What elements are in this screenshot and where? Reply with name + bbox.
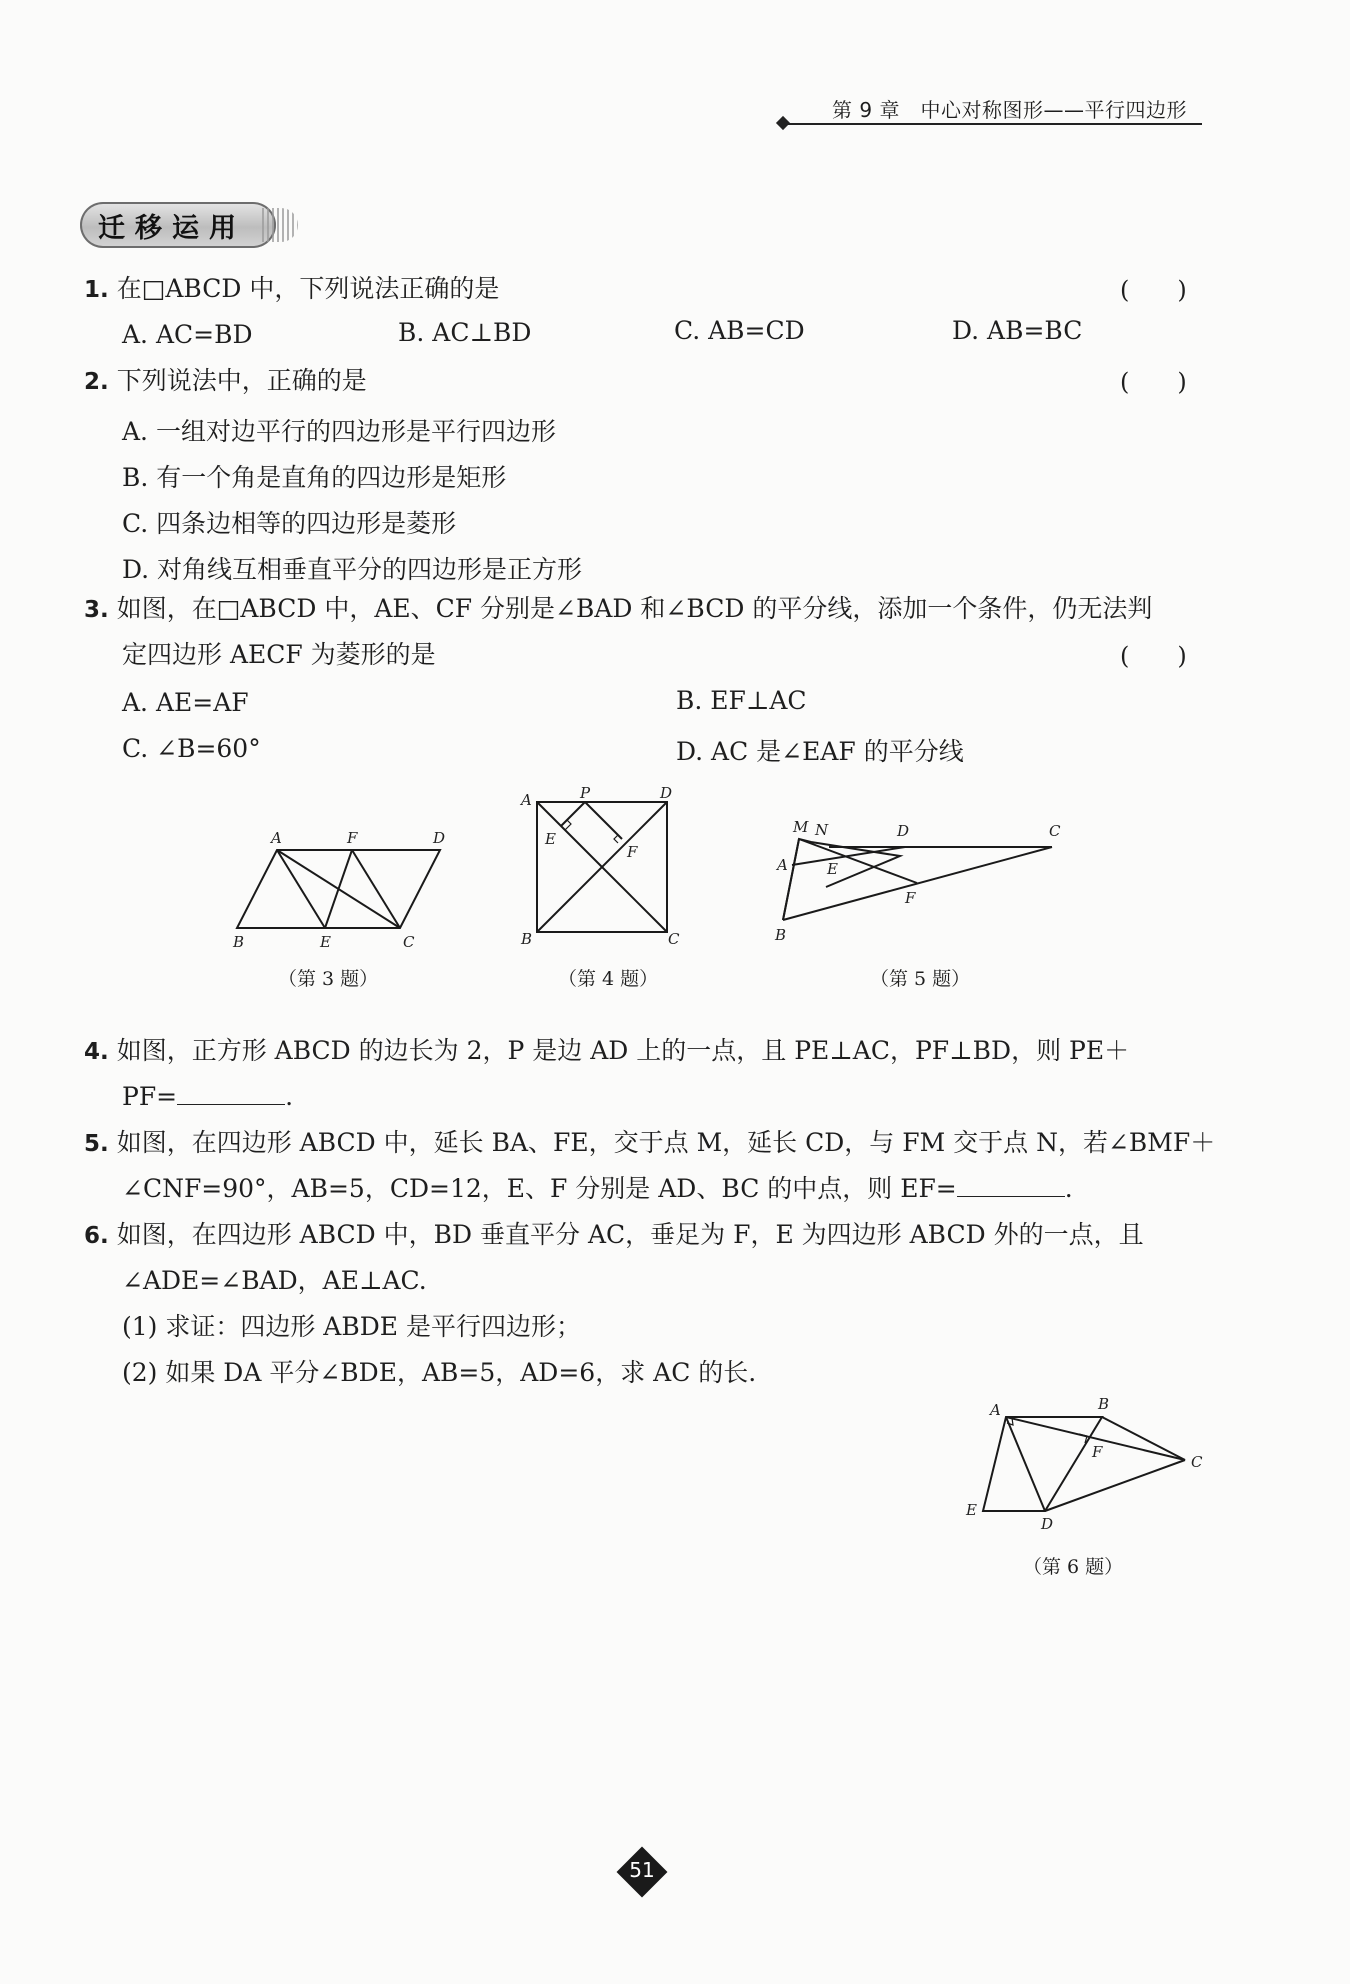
fig6-label-f: F xyxy=(1092,1443,1103,1461)
fig4-label-p: P xyxy=(580,784,591,802)
q6-text-2: ∠ADE=∠BAD，AE⊥AC. xyxy=(122,1266,427,1295)
q5-text-2-end: . xyxy=(1064,1174,1073,1203)
section-title: 迁移运用 xyxy=(98,213,246,244)
fig4-label-a: A xyxy=(521,791,532,809)
q3-stem-1: 如图，在□ABCD 中，AE、CF 分别是∠BAD 和∠BCD 的平分线，添加一个条件，仍无法判 xyxy=(116,594,1153,623)
fig3-label-c: C xyxy=(403,933,415,951)
q1-option-d[interactable]: D. AB=BC xyxy=(952,316,1083,345)
section-badge-stripes xyxy=(262,208,298,242)
fig5-segment-bm xyxy=(783,839,799,920)
q3-option-c[interactable]: C. ∠B=60° xyxy=(122,734,261,763)
q5-line2 xyxy=(122,1176,1073,1201)
fig4-label-d: D xyxy=(660,784,673,802)
fig6-segment-cd xyxy=(1045,1460,1185,1511)
fig4-label-b: B xyxy=(521,930,533,948)
fig3-label-b: B xyxy=(233,933,245,951)
q5-text-2: ∠CNF=90°，AB=5，CD=12，E、F 分别是 AD、BC 的中点，则 EF= xyxy=(122,1174,957,1203)
q6-part-2: (2) 如果 DA 平分∠BDE，AB=5，AD=6，求 AC 的长. xyxy=(122,1358,757,1387)
q6-text-1: 如图，在四边形 ABCD 中，BD 垂直平分 AC，垂足为 F，E 为四边形 ABCD 外的一点，且 xyxy=(116,1220,1144,1249)
q1-stem-line xyxy=(84,276,499,302)
fig4-segment-pe xyxy=(561,802,585,826)
fig3-caption: （第 3 题） xyxy=(278,968,379,990)
q1-answer-paren[interactable]: ( ) xyxy=(1120,276,1187,304)
q2-answer-paren[interactable]: ( ) xyxy=(1120,368,1187,396)
q6-line1 xyxy=(84,1222,1144,1248)
fig3-segment-fc xyxy=(352,850,400,928)
fig5-label-b: B xyxy=(775,926,787,944)
fig6-caption: （第 6 题） xyxy=(1023,1556,1124,1578)
q5-number: 5. xyxy=(84,1131,109,1157)
fig6-label-b: B xyxy=(1098,1395,1110,1413)
q5-answer-blank[interactable] xyxy=(957,1176,1065,1197)
fig3-segment-ef xyxy=(325,850,352,928)
q2-stem: 下列说法中，正确的是 xyxy=(116,366,367,395)
header-rule xyxy=(784,123,1202,125)
q4-line1 xyxy=(84,1038,1129,1064)
figure-6 xyxy=(960,1395,1220,1545)
q1-stem: 在□ABCD 中，下列说法正确的是 xyxy=(116,274,500,303)
section-badge xyxy=(80,202,298,248)
fig4-right-angle-f xyxy=(614,835,618,843)
fig5-label-d: D xyxy=(897,822,910,840)
q2-option-a[interactable]: A. 一组对边平行的四边形是平行四边形 xyxy=(122,417,556,446)
q2-option-b[interactable]: B. 有一个角是直角的四边形是矩形 xyxy=(122,463,507,492)
q1-option-b[interactable]: B. AC⊥BD xyxy=(398,318,532,347)
fig6-segment-bc xyxy=(1102,1417,1185,1460)
fig6-label-c: C xyxy=(1191,1453,1203,1471)
q4-text-2: PF= xyxy=(122,1082,178,1111)
fig4-label-e: E xyxy=(545,830,556,848)
fig5-caption: （第 5 题） xyxy=(870,968,971,990)
q5-line1 xyxy=(84,1130,1215,1156)
q4-text-1: 如图，正方形 ABCD 的边长为 2，P 是边 AD 上的一点，且 PE⊥AC，PF⊥BD，则 PE＋ xyxy=(116,1036,1130,1065)
q2-option-d[interactable]: D. 对角线互相垂直平分的四边形是正方形 xyxy=(122,555,583,584)
q4-line2 xyxy=(122,1084,293,1109)
fig4-segment-pf xyxy=(585,802,622,839)
figure-4 xyxy=(515,784,695,960)
fig6-label-e: E xyxy=(966,1501,977,1519)
page-number: 51 xyxy=(629,1858,655,1882)
q3-number: 3. xyxy=(84,597,109,623)
q2-option-c[interactable]: C. 四条边相等的四边形是菱形 xyxy=(122,509,457,538)
q1-option-a[interactable]: A. AC=BD xyxy=(122,320,253,349)
fig6-label-d: D xyxy=(1041,1515,1054,1533)
q2-stem-line xyxy=(84,368,367,394)
q6-part-1: (1) 求证：四边形 ABDE 是平行四边形； xyxy=(122,1312,581,1341)
q3-stem-line1 xyxy=(84,596,1152,622)
fig3-label-f: F xyxy=(347,829,358,847)
q6-number: 6. xyxy=(84,1223,109,1249)
fig5-label-m: M xyxy=(793,818,809,836)
fig3-segment-ae xyxy=(277,850,325,928)
header-diamond-icon xyxy=(776,116,790,130)
fig5-segment-ad xyxy=(792,847,905,865)
q5-text-1: 如图，在四边形 ABCD 中，延长 BA、FE，交于点 M，延长 CD，与 FM 交于点 N，若∠BMF＋ xyxy=(116,1128,1216,1157)
fig3-label-a: A xyxy=(271,829,282,847)
chapter-header: 第 9 章 中心对称图形——平行四边形 xyxy=(832,98,1187,122)
fig6-diagonal-ad xyxy=(1006,1417,1045,1511)
figure-3 xyxy=(235,825,455,955)
q3-option-d[interactable]: D. AC 是∠EAF 的平分线 xyxy=(676,737,964,766)
q3-stem-2: 定四边形 AECF 为菱形的是 xyxy=(122,640,436,669)
fig5-segment-bc xyxy=(783,847,1052,920)
fig4-label-f: F xyxy=(627,843,638,861)
q3-option-b[interactable]: B. EF⊥AC xyxy=(676,686,807,715)
q4-answer-blank[interactable] xyxy=(177,1084,285,1105)
fig4-caption: （第 4 题） xyxy=(558,968,659,990)
fig5-label-c: C xyxy=(1049,822,1061,840)
q3-answer-paren[interactable]: ( ) xyxy=(1120,642,1187,670)
fig5-label-f: F xyxy=(905,889,916,907)
fig3-label-e: E xyxy=(320,933,331,951)
q2-number: 2. xyxy=(84,369,109,395)
fig5-label-n: N xyxy=(815,821,829,839)
q4-text-2-end: . xyxy=(285,1082,294,1111)
page-number-badge xyxy=(617,1847,667,1897)
fig4-label-c: C xyxy=(668,930,680,948)
fig6-label-a: A xyxy=(990,1401,1001,1419)
q1-number: 1. xyxy=(84,277,109,303)
fig5-label-e: E xyxy=(827,860,838,878)
fig5-label-a: A xyxy=(777,856,788,874)
q3-option-a[interactable]: A. AE=AF xyxy=(122,688,249,717)
figure-5 xyxy=(765,820,1065,960)
q4-number: 4. xyxy=(84,1039,109,1065)
q1-option-c[interactable]: C. AB=CD xyxy=(674,316,805,345)
fig3-label-d: D xyxy=(433,829,446,847)
